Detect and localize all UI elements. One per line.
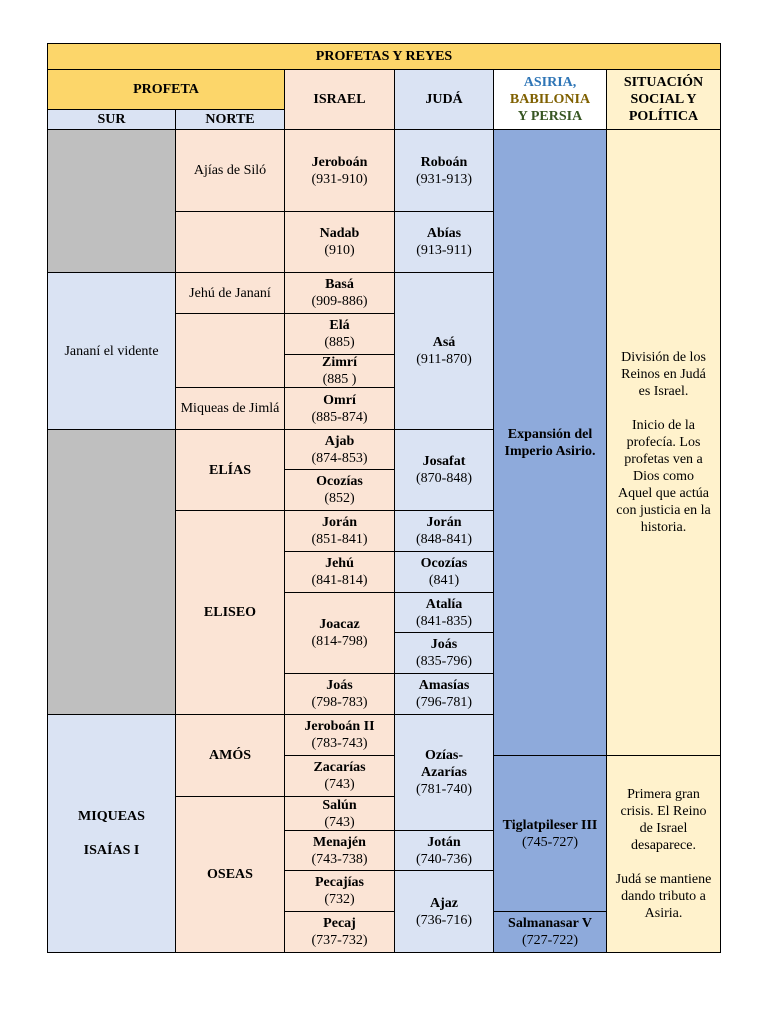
sur-blank-2 — [47, 429, 176, 715]
king-name: Elá — [329, 318, 350, 333]
norte-elias: ELÍAS — [175, 429, 285, 511]
israel-king — [284, 469, 395, 511]
juda-king — [394, 714, 494, 831]
juda-king — [394, 429, 494, 511]
israel-king — [284, 387, 395, 430]
empire-expansion: Expansión del Imperio Asirio. — [493, 129, 607, 756]
king-years: (814-798) — [311, 634, 368, 649]
king-name: Ocozías — [316, 474, 363, 489]
king-years: (841-814) — [311, 573, 368, 588]
king-name: Asá — [432, 335, 456, 350]
israel-king — [284, 129, 395, 212]
header-babilonia: BABILONIA — [509, 92, 591, 107]
norte-oseas: OSEAS — [175, 796, 285, 953]
situacion-1 — [606, 129, 721, 756]
king-name: Jorán — [426, 515, 462, 530]
juda-king — [394, 870, 494, 953]
king-years: (796-781) — [416, 695, 472, 710]
king-years: (743-738) — [311, 851, 368, 867]
israel-king — [284, 755, 395, 797]
empire-salman-years: (727-722) — [522, 933, 578, 948]
king-years: (732) — [324, 892, 355, 907]
king-name: Amasías — [418, 678, 470, 693]
king-name: Pecaj — [323, 916, 356, 931]
king-name: Jeroboán — [311, 154, 368, 170]
norte-jehu: Jehú de Jananí — [175, 272, 285, 314]
king-name: Jotán — [427, 834, 461, 850]
empire-tiglatpileser — [493, 755, 607, 912]
sur-miqueas-isaias — [47, 714, 176, 953]
king-years: (743) — [324, 814, 355, 830]
king-name: Menajén — [313, 834, 366, 850]
king-years: (851-841) — [311, 532, 368, 547]
king-name: Jeroboán II — [304, 719, 375, 734]
king-years: (835-796) — [416, 654, 472, 669]
juda-king — [394, 551, 494, 593]
israel-king — [284, 911, 395, 953]
juda-king — [394, 211, 494, 273]
king-name: Jehú — [325, 556, 354, 571]
norte-blank-1 — [175, 211, 285, 273]
situacion-text: Judá se mantiene dando tributo a Asiria. — [615, 872, 712, 921]
israel-king — [284, 796, 395, 831]
king-name: Jorán — [322, 515, 357, 530]
king-name: Joás — [326, 678, 353, 693]
king-years: (913-911) — [416, 243, 472, 258]
king-name: Ocozías — [420, 556, 468, 571]
king-years: (885-874) — [311, 409, 368, 425]
king-years: (783-743) — [311, 736, 368, 751]
juda-king — [394, 632, 494, 674]
juda-king — [394, 673, 494, 715]
king-name: Ajab — [324, 433, 355, 449]
israel-king — [284, 272, 395, 314]
king-name: Ozías- — [424, 748, 464, 763]
israel-king — [284, 673, 395, 715]
king-years: (737-732) — [311, 933, 368, 948]
king-name: Ajaz — [430, 895, 458, 911]
sur-miqueas: MIQUEAS — [78, 809, 145, 824]
israel-king — [284, 592, 395, 674]
situacion-text: División de los Reinos en Judá es Israel. — [621, 350, 706, 399]
king-name: Zacarías — [313, 760, 366, 775]
norte-blank-2 — [175, 313, 285, 388]
king-years: (909-886) — [311, 294, 368, 309]
king-years: (931-913) — [416, 171, 472, 187]
king-name: Joás — [430, 637, 458, 652]
empire-salman-name: Salmanasar V — [508, 916, 592, 931]
king-years: (848-841) — [416, 532, 472, 547]
king-name-2: Azarías — [421, 765, 467, 780]
juda-king — [394, 510, 494, 552]
israel-king — [284, 211, 395, 273]
israel-king — [284, 870, 395, 912]
juda-king — [394, 830, 494, 871]
king-years: (841) — [428, 573, 460, 588]
header-persia: Y PERSIA — [517, 109, 583, 124]
king-name: Atalía — [425, 596, 463, 612]
king-name: Salún — [322, 797, 357, 813]
header-sur: SUR — [47, 109, 176, 130]
israel-king — [284, 830, 395, 871]
sur-janani: Jananí el vidente — [47, 272, 176, 430]
king-years: (841-835) — [416, 613, 472, 629]
king-name: Nadab — [319, 226, 360, 241]
king-years: (740-736) — [416, 851, 472, 867]
king-years: (870-848) — [416, 471, 472, 486]
king-name: Omrí — [323, 392, 356, 408]
king-years: (885) — [324, 335, 355, 350]
norte-eliseo: ELISEO — [175, 510, 285, 715]
king-years: (874-853) — [311, 450, 368, 466]
king-years: (781-740) — [416, 782, 472, 797]
king-name: Joacaz — [319, 617, 360, 632]
king-years: (743) — [324, 777, 355, 792]
king-years: (885 ) — [322, 372, 357, 387]
king-name: Roboán — [420, 154, 468, 170]
king-years: (910) — [324, 243, 355, 258]
king-years: (931-910) — [311, 171, 368, 187]
israel-king — [284, 429, 395, 470]
king-years: (911-870) — [416, 352, 472, 367]
header-profeta: PROFETA — [47, 69, 285, 110]
king-name: Zimrí — [322, 355, 357, 370]
king-name: Pecajías — [315, 875, 364, 890]
juda-king — [394, 129, 494, 212]
empire-tiglat-name: Tiglatpileser III — [502, 817, 598, 833]
israel-king — [284, 551, 395, 593]
situacion-text: Inicio de la profecía. Los profetas ven a Dios como Aquel que actúa con justicia en la historia. — [616, 418, 711, 535]
situacion-2 — [606, 755, 721, 953]
sur-isaias: ISAÍAS I — [83, 843, 140, 858]
juda-king — [394, 272, 494, 430]
situacion-text: Primera gran crisis. El Reino de Israel desaparece. — [620, 787, 707, 853]
empire-tiglat-years: (745-727) — [522, 834, 578, 850]
header-empires — [493, 69, 607, 130]
king-years: (798-783) — [311, 695, 368, 710]
king-name: Basá — [325, 277, 354, 292]
king-years: (736-716) — [416, 912, 472, 928]
king-years: (852) — [324, 491, 355, 506]
juda-king — [394, 592, 494, 633]
norte-ajias: Ajías de Siló — [175, 129, 285, 212]
israel-king — [284, 714, 395, 756]
sur-blank-1 — [47, 129, 176, 273]
table-title: PROFETAS Y REYES — [47, 43, 721, 70]
king-name: Abías — [426, 226, 462, 241]
israel-king — [284, 354, 395, 388]
israel-king — [284, 510, 395, 552]
norte-miqueas-jimla: Miqueas de Jimlá — [175, 387, 285, 430]
header-juda: JUDÁ — [394, 69, 494, 130]
empire-salmanasar — [493, 911, 607, 953]
header-asiria: ASIRIA, — [523, 75, 577, 90]
king-name: Josafat — [422, 454, 466, 469]
israel-king — [284, 313, 395, 355]
norte-amos: AMÓS — [175, 714, 285, 797]
header-situacion: SITUACIÓN SOCIAL Y POLÍTICA — [606, 69, 721, 130]
header-norte: NORTE — [175, 109, 285, 130]
header-israel: ISRAEL — [284, 69, 395, 130]
